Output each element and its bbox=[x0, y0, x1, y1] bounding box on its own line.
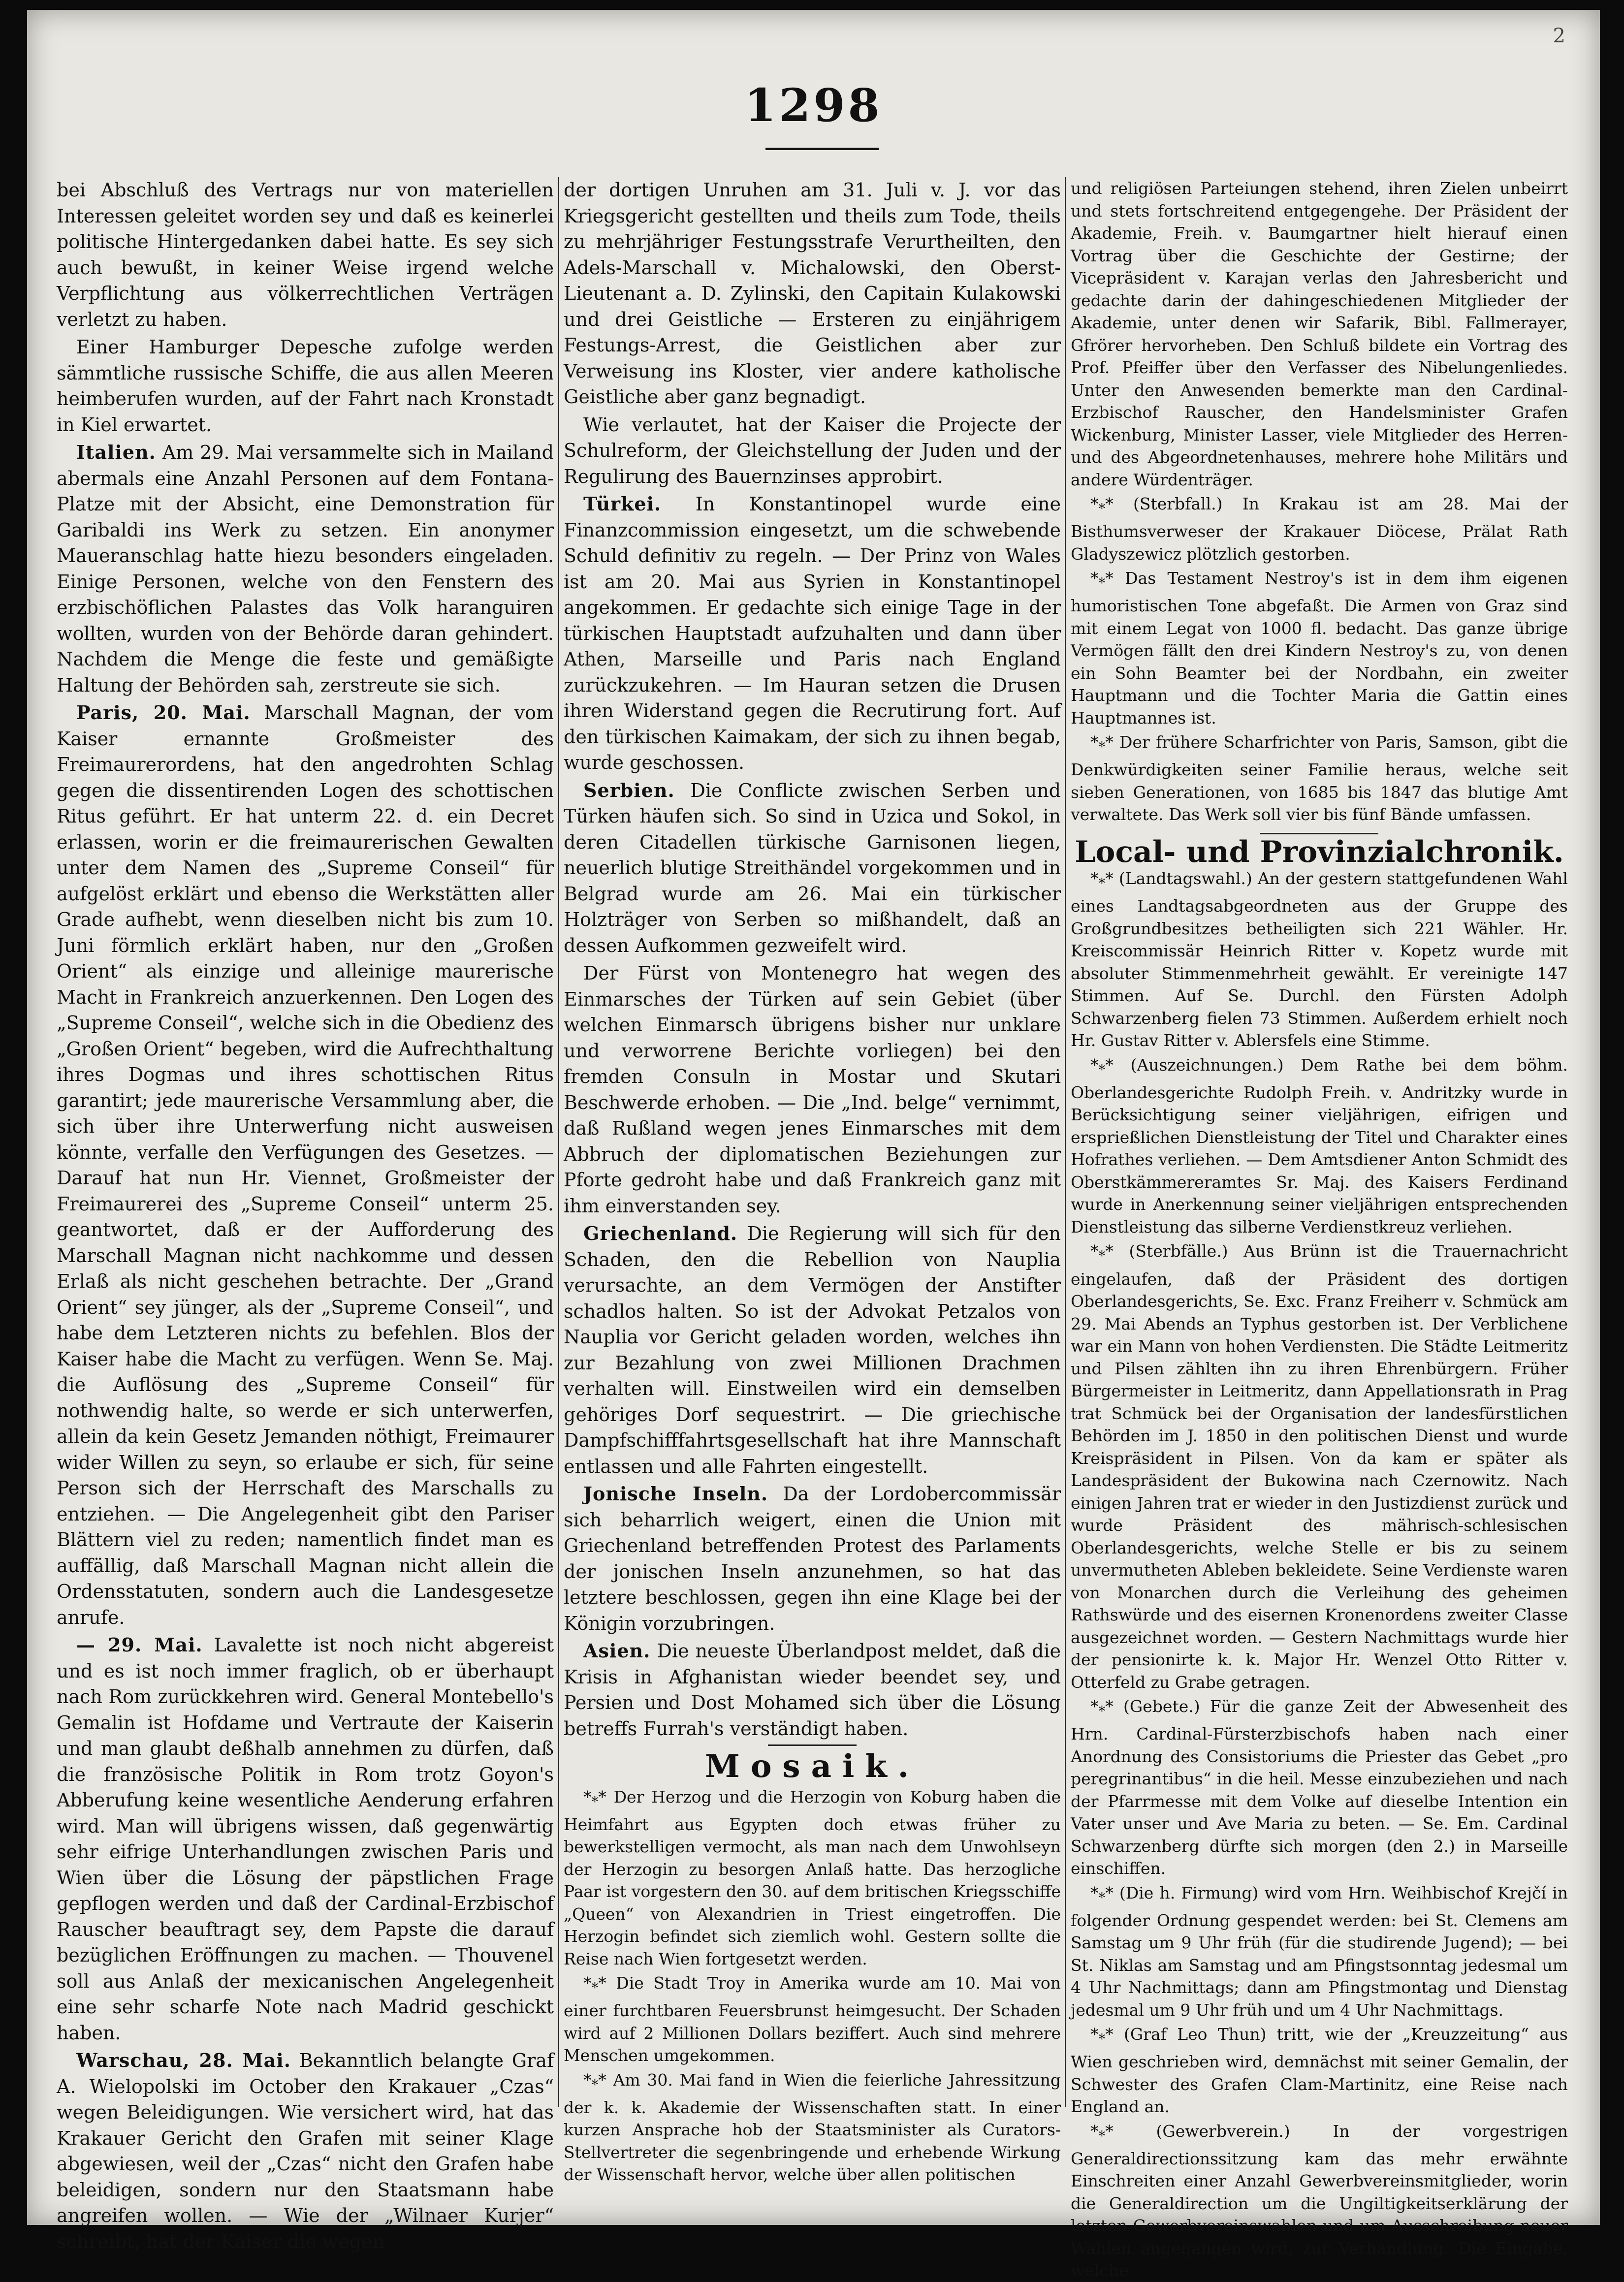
separator-rule bbox=[1260, 833, 1378, 834]
chronicle-item: $*_**$ (Die h. Firmung) wird vom Hrn. Weihbischof Krejčí in folgender Ordnung gespendet werden: bei St. Clemens am Samstag um 9 Uhr früh (für die studirende Jugend); — bei St. Niklas am Samstag und am Pfingstsonntag jedesmal um 4 Uhr Nachmittags; dann am Pfingstmontag und Dienstag jedesmal um 9 Uhr früh und um 4 Uhr Nachmittags. bbox=[1071, 1883, 1568, 2020]
chronicle-item: $*_**$ (Graf Leo Thun) tritt, wie der „Kreuzzeitung“ aus Wien geschrieben wird, demnächst mit seiner Gemalin, der Schwester des Grafen Clam-Martinitz, eine Reise nach England an. bbox=[1071, 2025, 1568, 2117]
mosaik-item: $*_**$ (Sterbfall.) In Krakau ist am 28. Mai der Bisthumsverweser der Krakauer Diöcese, Prälat Rath Gladyszewicz plötzlich gestorben. bbox=[1071, 494, 1568, 564]
article-paragraph: Paris, 20. Mai. Marschall Magnan, der vom Kaiser ernannte Großmeister des Freimaurerordens, hat den angedrohten Schlag gegen die dissentirenden Logen des schottischen Ritus geführt. Er hat unterm 22. d. ein Decret erlassen, worin er die freimaurerischen Gewalten unter dem Namen des „Supreme Conseil“ für aufgelöst erklärt und ebenso die Werkstätten aller Grade aufhebt, wenn dieselben nicht bis zum 10. Juni förmlich erklärt haben, nur den „Großen Orient“ als einzige und alleinige maurerische Macht in Frankreich anzuerkennen. Den Logen des „Supreme Conseil“, welche sich in die Obedienz des „Großen Orient“ begeben, wird die Aufrechthaltung ihres Dogmas und ihres schottischen Ritus garantirt; jede maurerische Versammlung aber, die sich über ihre Unterwerfung nicht ausweisen könnte, verfalle den Verfügungen des Gesetzes. — Darauf hat nun Hr. Viennet, Großmeister der Freimaurerei des „Supreme Conseil“ unterm 25. geantwortet, daß er der Aufforderung des Marschall Magnan nicht nachkomme und dessen Erlaß als nicht geschehen betrachte. Der „Grand Orient“ sey jünger, als der „Supreme Conseil“, und habe dem Letzteren nichts zu befehlen. Blos der Kaiser habe die Macht zu verfügen. Wenn Se. Maj. die Auflösung des „Supreme Conseil“ für nothwendig halte, so werde er sich unterwerfen, allein da kein Gesetz Jemanden nöthigt, Freimaurer wider Willen zu seyn, so erlaube er sich, für seine Person sich der Herrschaft des Marschalls zu entziehen. — Die Angelegenheit gibt den Pariser Blättern viel zu reden; namentlich findet man es auffällig, daß Marschall Magnan nicht allein die Ordensstatuten, sondern auch die Landesgesetze anrufe. bbox=[57, 701, 554, 1628]
article-paragraph: Serbien. Die Conflicte zwischen Serben und Türken häufen sich. So sind in Uzica und Sokol, in deren Citadellen türkische Garnisonen liegen, neuerlich blutige Streithändel vorgekommen und in Belgrad wurde am 26. Mai ein türkischer Holzträger von Serben so mißhandelt, daß an dessen Aufkommen gezweifelt wird. bbox=[564, 779, 1061, 956]
column-1 bbox=[57, 177, 554, 2252]
mosaik-item: $*_**$ Das Testament Nestroy's ist in dem ihm eigenen humoristischen Tone abgefaßt. Die Armen von Graz sind mit einem Legat von 1000 fl. bedacht. Das ganze übrige Vermögen fällt den drei Kindern Nestroy's zu, von denen ein Sohn Beamter bei der Nordbahn, ein zweiter Hauptmann und die Tochter Maria die Gattin eines Hauptmannes ist. bbox=[1071, 569, 1568, 728]
local-chronicle-heading: Local- und Provinzialchronik. bbox=[1075, 834, 1564, 869]
article-paragraph: Jonische Inseln. Da der Lordobercommissär sich beharrlich weigert, einen die Union mit Griechenland betreffenden Protest des Parlaments der jonischen Inseln anzunehmen, so hat das letztere beschlossen, gegen ihn eine Klage bei der Königin vorzubringen. bbox=[564, 1483, 1061, 1634]
article-paragraph: Einer Hamburger Depesche zufolge werden sämmtliche russische Schiffe, die aus allen Meeren heimberufen wurden, auf der Fahrt nach Kronstadt in Kiel erwartet. bbox=[57, 336, 554, 436]
chronicle-item: $*_**$ (Auszeichnungen.) Dem Rathe bei dem böhm. Oberlandesgerichte Rudolph Freih. v. Andritzky wurde in Berücksichtigung seiner vieljährigen, eifrigen und ersprießlichen Dienstleistung der Titel und Charakter eines Hofrathes verliehen. — Dem Amtsdiener Anton Schmidt des Oberstkämmereramtes Sr. Maj. des Kaisers Ferdinand wurde in Anerkennung seiner vieljährigen entsprechenden Dienstleistung das silberne Verdienstkreuz verliehen. bbox=[1071, 1055, 1568, 1236]
section-heading: Warschau, 28. Mai. bbox=[76, 2049, 291, 2071]
separator-rule bbox=[768, 1744, 857, 1746]
section-heading: Paris, 20. Mai. bbox=[76, 701, 251, 724]
section-heading: Jonische Inseln. bbox=[583, 1483, 768, 1505]
article-paragraph: Warschau, 28. Mai. Bekanntlich belangte Graf A. Wielopolski im October den Krakauer „Czas“ wegen Beleidigungen. Wie versichert wird, hat das Krakauer Gericht den Grafen mit seiner Klage abgewiesen, weil der „Czas“ nicht den Grafen habe beleidigen, sondern nur den Staatsmann habe angreifen wollen. — Wie der „Wilnaer Kurjer“ schreibt, hat der Kaiser die wegen bbox=[57, 2049, 554, 2252]
mosaik-heading: Mosaik. bbox=[705, 1748, 920, 1785]
article-paragraph: Griechenland. Die Regierung will sich für den Schaden, den die Rebellion von Nauplia verursachte, an dem Vermögen der Anstifter schadlos halten. So ist der Advokat Petzalos von Nauplia vor Gericht geladen worden, welches ihn zur Bezahlung von zwei Millionen Drachmen verhalten will. Einstweilen wird ein demselben gehöriges Dorf sequestrirt. — Die griechische Dampfschifffahrtsgesellschaft hat ihre Mannschaft entlassen und alle Fahrten eingestellt. bbox=[564, 1222, 1061, 1477]
mosaik-item: und religiösen Parteiungen stehend, ihren Zielen unbeirrt und stets fortschreitend entgegengehe. Der Präsident der Akademie, Freih. v. Baumgartner hielt hierauf einen Vortrag über die Geschichte der Gestirne; der Vicepräsident v. Karajan verlas den Jahresbericht und gedachte darin der dahingeschiedenen Mitglieder der Akademie, unter denen wir Safarik, Bibl. Fallmerayer, Gfrörer hervorheben. Den Schluß bildete ein Vortrag des Prof. Pfeiffer über den Verfasser des Nibelungenliedes. Unter den Anwesenden bemerkte man den Cardinal-Erzbischof Rauscher, den Handelsminister Grafen Wickenburg, Minister Lasser, viele Mitglieder des Herren- und des Abgeordnetenhauses, mehrere hohe Militärs und andere Würdenträger. bbox=[1071, 179, 1568, 489]
article-paragraph: — 29. Mai. Lavalette ist noch nicht abgereist und es ist noch immer fraglich, ob er überhaupt nach Rom zurückkehren wird. General Montebello's Gemalin ist Hofdame und Vertraute der Kaiserin und man glaubt deßhalb annehmen zu dürfen, daß die französische Politik in Rom trotz Goyon's Abberufung keine wesentliche Aenderung erfahren wird. Man will übrigens wissen, daß gegenwärtig sehr eifrige Unterhandlungen zwischen Paris und Wien über die Lösung der päpstlichen Frage gepflogen werden und daß der Cardinal-Erzbischof Rauscher beauftragt sey, dem Papste die darauf bezüglichen Eröffnungen zu machen. — Thouvenel soll aus Anlaß der mexicanischen Angelegenheit eine sehr scharfe Note nach Madrid geschickt haben. bbox=[57, 1634, 554, 2044]
section-heading: Asien. bbox=[583, 1640, 651, 1662]
chronicle-item: $*_**$ (Gewerbverein.) In der vorgestrigen Generaldirectionssitzung kam das mehr erwähnte Einschreiten einer Anzahl Gewerbvereinsmitglieder, worin die Generaldirection um die Ungiltigkeitserklärung der letzten Gewerbvereinswahlen und um Ausschreibung neuer Wahlen angegangen wird, zur Verhandlung. Die Eingabe, welche bbox=[1071, 2121, 1568, 2281]
article-paragraph: Der Fürst von Montenegro hat wegen des Einmarsches der Türken auf sein Gebiet (über welchen Einmarsch übrigens bisher nur unklare und verworrene Berichte vorliegen) bei den fremden Consuln in Mostar und Skutari Beschwerde erhoben. — Die „Ind. belge“ vernimmt, daß Rußland wegen jenes Einmarsches mit dem Abbruch der diplomatischen Beziehungen zur Pforte gedroht habe und daß Frankreich ganz mit ihm einverstanden sey. bbox=[564, 962, 1061, 1217]
mosaik-item: $*_**$ Die Stadt Troy in Amerika wurde am 10. Mai von einer furchtbaren Feuersbrunst heimgesucht. Der Schaden wird auf 2 Millionen Dollars beziffert. Auch sind mehrere Menschen umgekommen. bbox=[564, 1973, 1061, 2065]
page-number-rule bbox=[765, 148, 879, 150]
section-heading: Italien. bbox=[76, 441, 156, 463]
column-rule-2 bbox=[1065, 177, 1066, 2107]
column-2 bbox=[564, 177, 1061, 2185]
page-number: 1298 bbox=[744, 79, 883, 132]
section-heading: Türkei. bbox=[583, 493, 662, 515]
section-heading: — 29. Mai. bbox=[76, 1634, 203, 1656]
article-paragraph: Türkei. In Konstantinopel wurde eine Finanzcommission eingesetzt, um die schwebende Schuld definitiv zu regeln. — Der Prinz von Wales ist am 20. Mai aus Syrien in Konstantinopel angekommen. Er gedachte sich einige Tage in der türkischen Hauptstadt aufzuhalten und dann über Athen, Marseille und Paris nach England zurückzukehren. — Im Hauran setzen die Drusen ihren Widerstand gegen die Recrutirung fort. Auf den türkischen Kaimakam, der sich zu ihnen begab, wurde geschossen. bbox=[564, 493, 1061, 773]
chronicle-item: $*_**$ (Sterbfälle.) Aus Brünn ist die Trauernachricht eingelaufen, daß der Präsident des dortigen Oberlandesgerichts, Se. Exc. Franz Freiherr v. Schmück am 29. Mai Abends an Typhus gestorben ist. Der Verblichene war ein Mann von hohen Verdiensten. Die Städte Leitmeritz und Pilsen zählten ihn zu ihren Ehrenbürgern. Früher Bürgermeister in Leitmeritz, dann Appellationsrath in Prag trat Schmück bei der Organisation der landesfürstlichen Behörden im J. 1850 in den politischen Dienst und wurde Kreispräsident in Pilsen. Von da kam er später als Landespräsident der Bukowina nach Czernowitz. Nach einigen Jahren trat er wieder in den Justizdienst zurück und wurde Präsident des mährisch-schlesischen Oberlandesgerichts, welche Stelle er bis zu seinem unvermutheten Ableben bekleidete. Seine Verdienste waren von Monarchen durch die Verleihung des geheimen Rathswürde und des eisernen Kronenordens zweiter Classe ausgezeichnet worden. — Gestern Nachmittags wurde hier der pensionirte k. k. Major Hr. Wenzel Otto Ritter v. Otterfeld zu Grabe getragen. bbox=[1071, 1241, 1568, 1692]
newspaper-page bbox=[27, 10, 1600, 2281]
mosaik-item: $*_**$ Der frühere Scharfrichter von Paris, Samson, gibt die Denkwürdigkeiten seiner Familie heraus, welche seit sieben Generationen, von 1685 bis 1847 das blutige Amt verwaltete. Das Werk soll vier bis fünf Bände umfassen. bbox=[1071, 732, 1568, 824]
page-corner-mark: 2 bbox=[1553, 25, 1565, 47]
chronicle-item: $*_**$ (Landtagswahl.) An der gestern stattgefundenen Wahl eines Landtagsabgeordneten aus der Gruppe des Großgrundbesitzes betheiligten sich 221 Wähler. Hr. Kreiscommissär Heinrich Ritter v. Kopetz wurde mit absoluter Stimmenmehrheit gewählt. Er vereinigte 147 Stimmen. Auf Se. Durchl. den Fürsten Adolph Schwarzenberg fielen 73 Stimmen. Außerdem erhielt noch Hr. Gustav Ritter v. Ablersfels eine Stimme. bbox=[1071, 869, 1568, 1050]
chronicle-item: $*_**$ (Gebete.) Für die ganze Zeit der Abwesenheit des Hrn. Cardinal-Fürsterzbischofs haben nach einer Anordnung des Consistoriums die Priester das Gebet „pro peregrinantibus“ in die heil. Messe einzubeziehen und nach der Pfarrmesse mit dem Volke auf dieselbe Intention ein Vater unser und Ave Maria zu beten. — Se. Em. Cardinal Schwarzenberg dürfte sich morgen (den 2.) in Marseille einschiffen. bbox=[1071, 1697, 1568, 1878]
article-paragraph: bei Abschluß des Vertrags nur von materiellen Interessen geleitet worden sey und daß es keinerlei politische Hintergedanken dabei hatte. Es sey sich auch bewußt, in keiner Weise irgend welche Verpflichtung aus völkerrechtlichen Verträgen verletzt zu haben. bbox=[57, 179, 554, 330]
article-paragraph: Asien. Die neueste Überlandpost meldet, daß die Krisis in Afghanistan wieder beendet sey, und Persien und Dost Mohamed sich über die Lösung betreffs Furrah's verständigt haben. bbox=[564, 1640, 1061, 1740]
section-heading: Serbien. bbox=[583, 779, 675, 801]
article-paragraph: der dortigen Unruhen am 31. Juli v. J. vor das Kriegsgericht gestellten und theils zum Tode, theils zu mehrjähriger Festungsstrafe Verurtheilten, den Adels-Marschall v. Michalowski, den Oberst-Lieutenant a. D. Zylinski, den Capitain Kulakowski und drei Geistliche — Ersteren zu einjährigem Festungs-Arrest, die Geistlichen aber zur Verweisung ins Kloster, vier andere katholische Geistliche aber ganz begnadigt. bbox=[564, 179, 1061, 408]
mosaik-item: $*_**$ Am 30. Mai fand in Wien die feierliche Jahressitzung der k. k. Akademie der Wissenschaften statt. In einer kurzen Ansprache hob der Staatsminister als Curators-Stellvertreter die segenbringende und erhebende Wirkung der Wissenschaft hervor, welche über allen politischen bbox=[564, 2070, 1061, 2185]
article-paragraph: Italien. Am 29. Mai versammelte sich in Mailand abermals eine Anzahl Personen auf dem Fontana-Platze mit der Absicht, eine Demonstration für Garibaldi ins Werk zu setzen. Ein anonymer Maueranschlag hatte hiezu besonders eingeladen. Einige Personen, welche von den Fenstern des erzbischöflichen Palastes das Volk haranguiren wollten, wurden von der Behörde daran gehindert. Nachdem die Menge die feste und gemäßigte Haltung der Behörden sah, zerstreute sie sich. bbox=[57, 441, 554, 696]
column-rule-1 bbox=[558, 177, 559, 2107]
article-paragraph: Wie verlautet, hat der Kaiser die Projecte der Schulreform, der Gleichstellung der Juden und der Regulirung des Bauernzinses approbirt. bbox=[564, 413, 1061, 487]
column-3 bbox=[1071, 177, 1568, 2281]
section-heading: Griechenland. bbox=[583, 1222, 738, 1244]
mosaik-item: $*_**$ Der Herzog und die Herzogin von Koburg haben die Heimfahrt aus Egypten doch etwas früher zu bewerkstelligen vermocht, als man nach dem Unwohlseyn der Herzogin zu besorgen Anlaß hatte. Das herzogliche Paar ist vorgestern den 30. auf dem britischen Kriegsschiffe „Queen“ von Alexandrien in Triest eingetroffen. Die Herzogin befindet sich ziemlich wohl. Gestern sollte die Reise nach Wien fortgesetzt werden. bbox=[564, 1787, 1061, 1968]
